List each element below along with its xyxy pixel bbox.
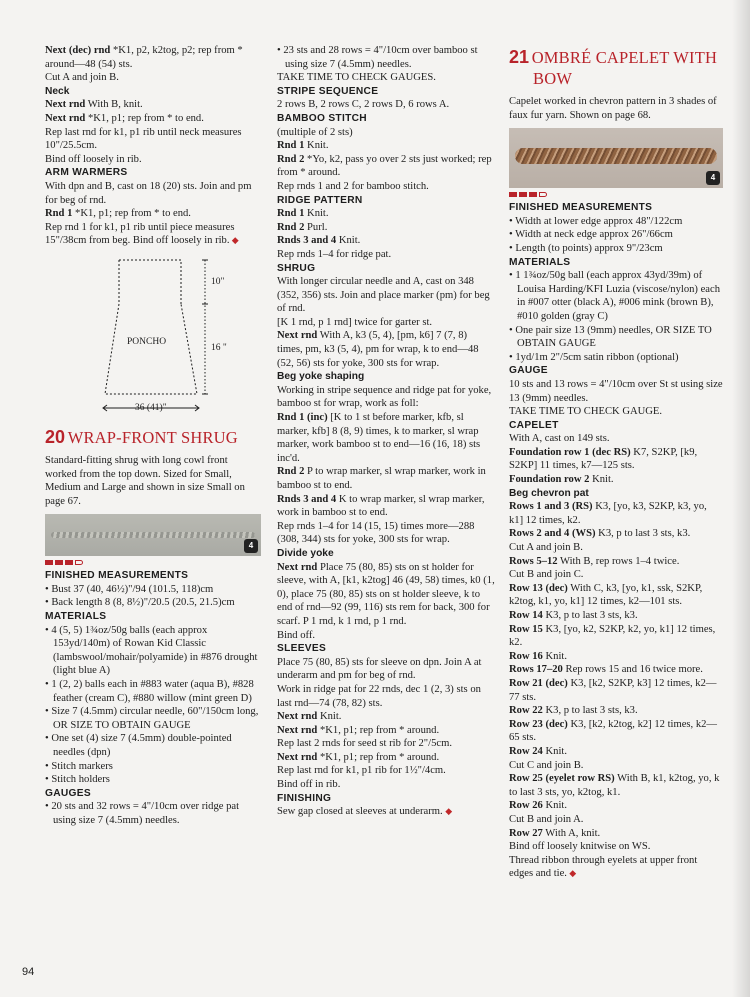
instruction-line: Rnds 3 and 4 Knit. — [277, 235, 361, 247]
instruction-line: Row 14 K3, p to last 3 sts, k3. — [509, 610, 638, 621]
instruction-line: Next rnd *K1, p1; rep from * around. — [277, 724, 440, 736]
instruction-line: Rows 5–12 With B, rep rows 1–4 twice. — [509, 555, 680, 567]
list-item: TAKE TIME TO CHECK GAUGE. — [509, 406, 663, 418]
divide-yoke-heading: Divide yoke — [277, 547, 334, 559]
instruction-line: Next rnd *K1, p1; rep from * around. — [277, 751, 440, 763]
shrug-gauges-list — [45, 800, 261, 827]
instruction-line: With longer circular needle and A, cast on 348 (352, 356) sts. Join and place marker (pm) for beg of rnd. — [277, 276, 490, 315]
instruction-line: Cut B and join A. — [509, 813, 584, 825]
instruction-line: Thread ribbon through eyelets at upper front edges and tie. ◆ — [509, 854, 698, 880]
capelet-yarn-swatch — [509, 128, 723, 188]
instruction-line: Rep last rnd for k1, p1 rib for 1½"/4cm. — [277, 765, 446, 777]
capelet-gauge-lines — [509, 378, 723, 419]
shrug-heading: SHRUG — [277, 262, 316, 274]
instruction-line: [K 1 rnd, p 1 rnd] twice for garter st. — [277, 316, 433, 328]
list-item: • Bust 37 (40, 46½)"/94 (101.5, 118)cm — [45, 583, 214, 595]
list-item: • Width at lower edge approx 48"/122cm — [509, 215, 683, 227]
instruction-line: Rep rnds 1 and 2 for bamboo stitch. — [277, 180, 429, 192]
shrug-finished-list — [45, 583, 261, 610]
list-item: • One pair size 13 (9mm) needles, OR SIZE TO OBTAIN GAUGE — [509, 324, 712, 350]
instruction-line: Rnd 2 *Yo, k2, pass yo over 2 sts just worked; rep from * around. — [277, 153, 492, 179]
section-21-intro: Capelet worked in chevron pattern in 3 shades of faux fur yarn. Shown on page 68. — [509, 96, 717, 121]
instruction-line: Next rnd Place 75 (80, 85) sts on st holder for sleeve, with A, [k1, k2tog] 46 (49, 58) times, k0 (1, 0), place 75 (80, 85) sts on st holder sleeve, k to end of rnd—92 (99, 116) sts rem for back, 300 for scarf. P 1 rnd, k 1 rnd, p 1 rnd. — [277, 561, 495, 627]
beg-yoke-heading: Beg yoke shaping — [277, 371, 365, 383]
capelet-gauge-heading: GAUGE — [509, 365, 548, 377]
list-item: • 20 sts and 32 rows = 4"/10cm over ridge pat using size 7 (4.5mm) needles. — [45, 801, 240, 826]
section-20-intro: Standard-fitting shrug with long cowl front worked from the top down. Sized for Small, Medium and Large and shown in size Small on page 67. — [45, 454, 245, 507]
instruction-line: Cut B and join C. — [509, 569, 584, 581]
instruction-line: Rnd 1 Knit. — [277, 208, 329, 220]
instruction-line: Rows 2 and 4 (WS) K3, p to last 3 sts, k3. — [509, 528, 691, 540]
instruction-line: Rnd 1 Knit. — [277, 140, 329, 152]
list-item: • 4 (5, 5) 1¾oz/50g balls (each approx 153yd/140m) of Rowan Kid Classic (lambswool/mohair/polyamide) in #876 drought (light blue A) — [45, 624, 258, 677]
finished-measurements-heading: FINISHED MEASUREMENTS — [45, 570, 189, 582]
stripe-sequence-text: 2 rows B, 2 rows C, 2 rows D, 6 rows A. — [277, 99, 450, 111]
instruction-line: Rep rnds 1–4 for 14 (15, 15) times more—288 (308, 344) sts for yoke, 300 sts for wrap. — [277, 520, 475, 546]
instruction-line: Bind off in rib. — [277, 779, 341, 791]
section-20-title — [45, 428, 261, 450]
instruction-line: Rows 17–20 Rep rows 15 and 16 twice more. — [509, 664, 703, 676]
instruction-line: Working in stripe sequence and ridge pat for yoke, bamboo st for wrap, work as foll: — [277, 384, 492, 410]
sleeves-heading: SLEEVES — [277, 643, 327, 655]
instruction-line: Bind off loosely knitwise on WS. — [509, 841, 651, 853]
bamboo-stitch-heading: BAMBOO STITCH — [277, 112, 367, 124]
bottom-measure: 36 (41)" — [135, 402, 167, 413]
list-item: • 23 sts and 28 rows = 4"/10cm over bamboo st using size 7 (4.5mm) needles. — [277, 45, 478, 70]
instruction-line: Bind off loosely in rib. — [45, 153, 142, 165]
instruction-line: Foundation row 1 (dec RS) K7, S2KP, [k9, S2KP] 11 times, k7—125 sts. — [509, 446, 698, 472]
list-item: • 1 1¾oz/50g ball (each approx 43yd/39m) of Louisa Harding/KFI Luzia (viscose/nylon) each in #007 otter (black A), #006 mink (brown B), #010 golden (gray C) — [509, 270, 720, 322]
list-item: • Stitch markers — [45, 760, 113, 772]
ridge-pattern-heading: RIDGE PATTERN — [277, 194, 363, 206]
instruction-line: (multiple of 2 sts) — [277, 126, 353, 138]
column-1 — [45, 44, 261, 828]
skill-level-indicator — [509, 192, 723, 197]
arm-warmers-lines — [45, 180, 261, 248]
neck-lines — [45, 98, 261, 166]
instruction-line: Rnd 1 *K1, p1; rep from * to end. — [45, 208, 191, 220]
shrug-yarn-swatch — [45, 514, 261, 556]
instruction-line: Cut A and join B. — [509, 542, 583, 554]
list-item: • Length (to points) approx 9"/23cm — [509, 242, 663, 254]
yarn-strand-image — [51, 532, 255, 538]
shrug-materials-list — [45, 624, 261, 787]
instruction-line: Row 15 K3, [yo, k2, S2KP, k2, yo, k1] 12 times, k2. — [509, 623, 716, 649]
instruction-line: Row 26 Knit. — [509, 800, 567, 812]
instruction-line: Cut C and join B. — [509, 759, 584, 771]
finishing-text: Sew gap closed at sleeves at underarm. ◆ — [277, 806, 453, 818]
capelet-materials-heading: MATERIALS — [509, 256, 571, 268]
instruction-line: Bind off. — [277, 629, 316, 641]
finishing-heading: FINISHING — [277, 792, 332, 804]
instruction-line: Foundation row 2 Knit. — [509, 474, 614, 486]
capelet-heading: CAPELET — [509, 419, 559, 431]
gauges-heading: GAUGES — [45, 787, 91, 799]
list-item: • 1 (2, 2) balls each in #883 water (aqua B), #828 feather (cream C), #880 willow (mint green D) — [45, 679, 254, 704]
instruction-line: Row 22 K3, p to last 3 sts, k3. — [509, 705, 638, 717]
skill-level-indicator — [45, 560, 261, 565]
instruction-line: Place 75 (80, 85) sts for sleeve on dpn. Join A at underarm and pm for beg of rnd. — [277, 656, 482, 682]
instruction-line: Rnds 3 and 4 K to wrap marker, sl wrap marker, work in bamboo st to end. — [277, 493, 485, 519]
fur-yarn-image — [515, 148, 717, 164]
capelet-finished-list — [509, 215, 723, 256]
instruction-line: Rows 1 and 3 (RS) K3, [yo, k3, S2KP, k3, yo, k1] 12 times, k2. — [509, 501, 707, 526]
instruction-line: Next rnd With A, k3 (5, 4), [pm, k6] 7 (7, 8) times, pm, k3 (5, 4), pm for wrap, k to end—48 (52, 56) sts for yoke, 300 sts for wrap. — [277, 330, 479, 369]
instruction-line: With dpn and B, cast on 18 (20) sts. Join and pm for beg of rnd. — [45, 180, 252, 206]
ridge-pattern-lines — [277, 207, 495, 261]
section-21-name-line2: BOW — [533, 69, 573, 88]
list-item: • One set (4) size 7 (4.5mm) double-pointed needles (dpn) — [45, 733, 232, 758]
instruction-line: Rnd 2 P to wrap marker, sl wrap marker, work in bamboo st to end. — [277, 466, 486, 491]
top-measure: 10" — [211, 276, 225, 287]
list-item: TAKE TIME TO CHECK GAUGES. — [277, 72, 436, 84]
chevron-lines — [509, 500, 723, 881]
instruction-line: Next rnd With B, knit. — [45, 99, 143, 111]
column-3 — [509, 44, 723, 881]
instruction-line: Rep last 2 rnds for seed st rib for 2"/5cm. — [277, 738, 452, 750]
chevron-heading: Beg chevron pat — [509, 487, 589, 499]
instruction-line: Row 23 (dec) K3, [k2, k2tog, k2] 12 times, k2—65 sts. — [509, 718, 718, 744]
instruction-line: Rep rnds 1–4 for ridge pat. — [277, 248, 392, 260]
instruction-line: Row 25 (eyelet row RS) With B, k1, k2tog, yo, k to last 3 sts, yo, k2tog, k1. — [509, 773, 720, 798]
list-item: • Size 7 (4.5mm) circular needle, 60"/150cm long, OR SIZE TO OBTAIN GAUGE — [45, 706, 259, 731]
poncho-schematic — [45, 254, 261, 422]
yarn-weight-badge: 4 — [706, 171, 720, 185]
beg-yoke-lines — [277, 384, 495, 547]
instruction-line: With A, cast on 149 sts. — [509, 433, 610, 445]
instruction-line: Next rnd Knit. — [277, 711, 342, 723]
stripe-sequence-heading: STRIPE SEQUENCE — [277, 85, 379, 97]
end-diamond-icon: ◆ — [566, 868, 577, 879]
capelet-finished-heading: FINISHED MEASUREMENTS — [509, 202, 653, 214]
instruction-line: Rnd 1 (inc) [K to 1 st before marker, kfb, sl marker, kfb] 8 (8, 9) times, k to marker, sl wrap marker, work bamboo st to end—16 (16, 18) sts inc'd. — [277, 412, 481, 464]
list-item: • 1yd/1m 2"/5cm satin ribbon (optional) — [509, 351, 679, 363]
gauge-continued — [277, 44, 495, 85]
list-item: 10 sts and 13 rows = 4"/10cm over St st using size 13 (9mm) needles. — [509, 378, 723, 404]
column-2 — [277, 44, 495, 819]
instruction-line: Row 24 Knit. — [509, 745, 567, 757]
section-20-number: 20 — [45, 426, 66, 447]
poncho-label: PONCHO — [127, 336, 167, 347]
page-edge-shadow — [732, 0, 750, 997]
instruction-line: Row 27 With A, knit. — [509, 827, 601, 839]
shrug-lines — [277, 275, 495, 370]
section-20-name: WRAP-FRONT SHRUG — [67, 427, 238, 447]
col1-lines-a — [45, 44, 261, 85]
instruction-line: Row 13 (dec) With C, k3, [yo, k1, ssk, S2KP, k2tog, k1, yo, k1] 12 times, k2—101 sts. — [509, 582, 703, 608]
side-measure: 16 " — [211, 342, 227, 353]
list-item: • Stitch holders — [45, 774, 110, 786]
end-diamond-icon: ◆ — [445, 806, 453, 817]
section-21-name-line1: OMBRÉ CAPELET WITH — [531, 48, 718, 67]
yarn-weight-badge: 4 — [244, 539, 258, 553]
capelet-materials-list — [509, 269, 723, 364]
instruction-line: Cut A and join B. — [45, 72, 119, 84]
section-21-number: 21 — [509, 47, 530, 67]
list-item: • Width at neck edge approx 26"/66cm — [509, 229, 673, 241]
instruction-line: Row 16 Knit. — [509, 650, 567, 662]
sleeves-lines — [277, 656, 495, 792]
capelet-lines — [509, 432, 723, 486]
instruction-line: Rep rnd 1 for k1, p1 rib until piece measures 15"/38cm from beg. Bind off loosely in rib. ◆ — [45, 221, 239, 247]
divide-yoke-lines — [277, 561, 495, 643]
instruction-line: Row 21 (dec) K3, [k2, S2KP, k3] 12 times, k2—77 sts. — [509, 677, 717, 703]
materials-heading: MATERIALS — [45, 611, 107, 623]
list-item: • Back length 8 (8, 8½)"/20.5 (20.5, 21.5)cm — [45, 597, 235, 609]
bamboo-stitch-lines — [277, 126, 495, 194]
instruction-line: Next rnd *K1, p1; rep from * to end. — [45, 112, 204, 124]
instruction-line: Rnd 2 Purl. — [277, 221, 328, 233]
instruction-line: Next (dec) rnd *K1, p2, k2tog, p2; rep from * around—48 (54) sts. — [45, 45, 243, 70]
instruction-line: Rep last rnd for k1, p1 rib until neck measures 10"/25.5cm. — [45, 126, 242, 152]
arm-warmers-heading: ARM WARMERS — [45, 167, 128, 179]
instruction-line: Work in ridge pat for 22 rnds, dec 1 (2, 3) sts on last rnd—74 (78, 82) sts. — [277, 683, 481, 709]
section-21-title — [509, 48, 723, 91]
neck-heading: Neck — [45, 85, 70, 97]
page-number: 94 — [22, 966, 35, 978]
end-diamond-icon: ◆ — [229, 235, 239, 246]
